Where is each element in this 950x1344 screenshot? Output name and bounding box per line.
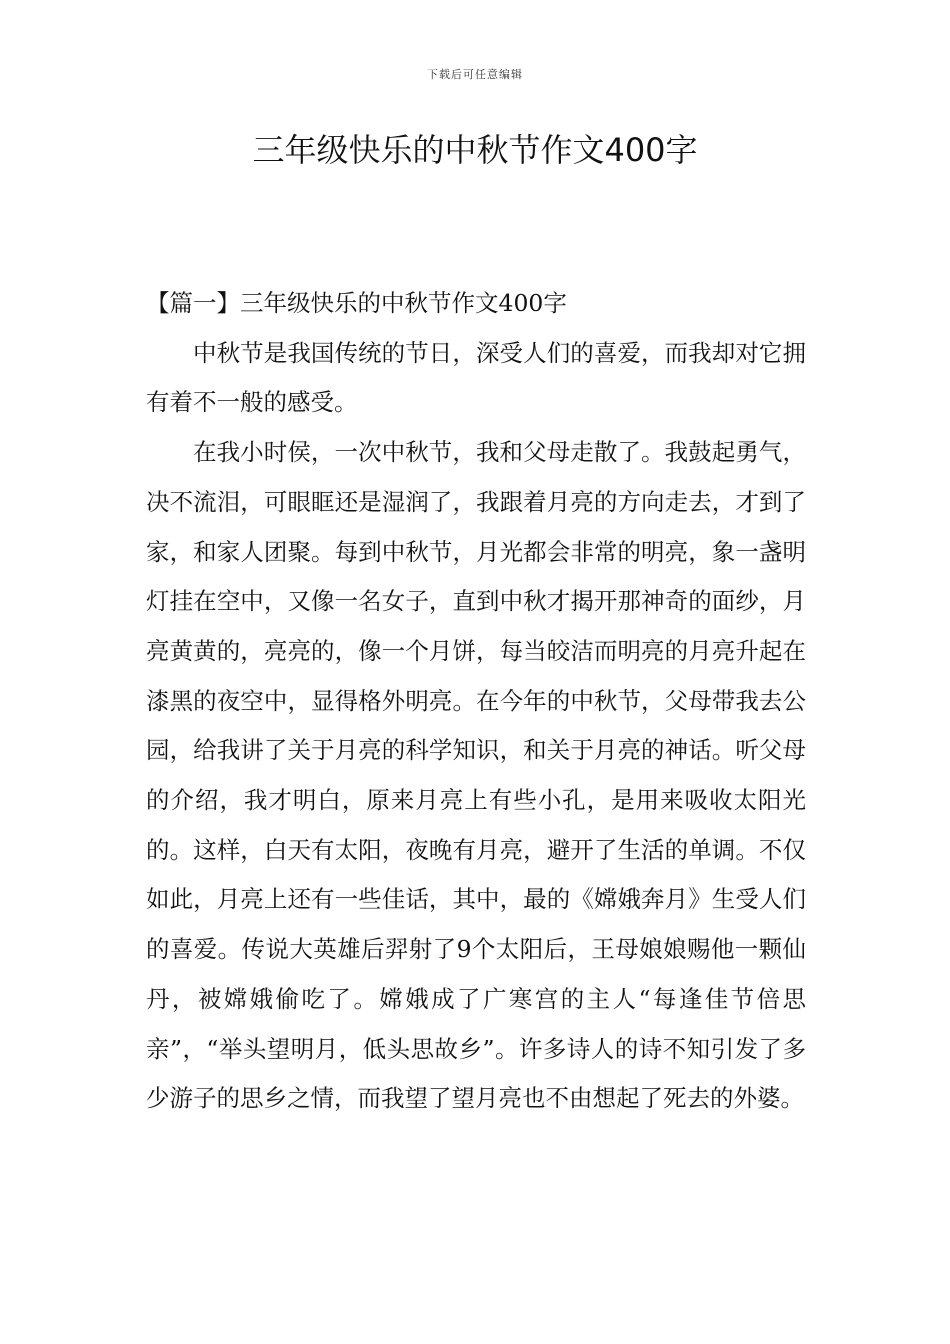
paragraph-main: 在我小时侯，一次中秋节，我和父母走散了。我鼓起勇气，决不流泪，可眼眶还是湿润了，我跟着月亮的方向走去，才到了家，和家人团聚。每到中秋节，月光都会非常的明亮，象一盏明灯挂在空中，又像一名女子，直到中秋才揭开那神奇的面纱，月亮黄黄的，亮亮的，像一个月饼，每当皎洁而明亮的月亮升起在漆黑的夜空中，显得格外明亮。在今年的中秋节，父母带我去公园，给我讲了关于月亮的科学知识，和关于月亮的神话。听父母的介绍，我才明白，原来月亮上有些小孔，是用来吸收太阳光的。这样，白天有太阳，夜晚有月亮，避开了生活的单调。不仅如此，月亮上还有一些佳话，其中，最的《嫦娥奔月》生受人们的喜爱。传说大英雄后羿射了9个太阳后，王母娘娘赐他一颗仙丹，被嫦娥偷吃了。嫦娥成了广寒宫的主人“每逢佳节倍思亲”，“举头望明月，低头思故乡”。许多诗人的诗不知引发了多少游子的思乡之情，而我望了望月亮也不由想起了死去的外婆。 (146, 438, 806, 1113)
document-title: 三年级快乐的中秋节作文400字 (252, 131, 698, 169)
section-heading: 【篇一】三年级快乐的中秋节作文400字 (146, 289, 567, 317)
document-body (146, 279, 806, 1124)
header-note: 下载后可任意编辑 (427, 68, 523, 81)
paragraph-intro: 中秋节是我国传统的节日，深受人们的喜爱，而我却对它拥有着不一般的感受。 (146, 338, 806, 417)
